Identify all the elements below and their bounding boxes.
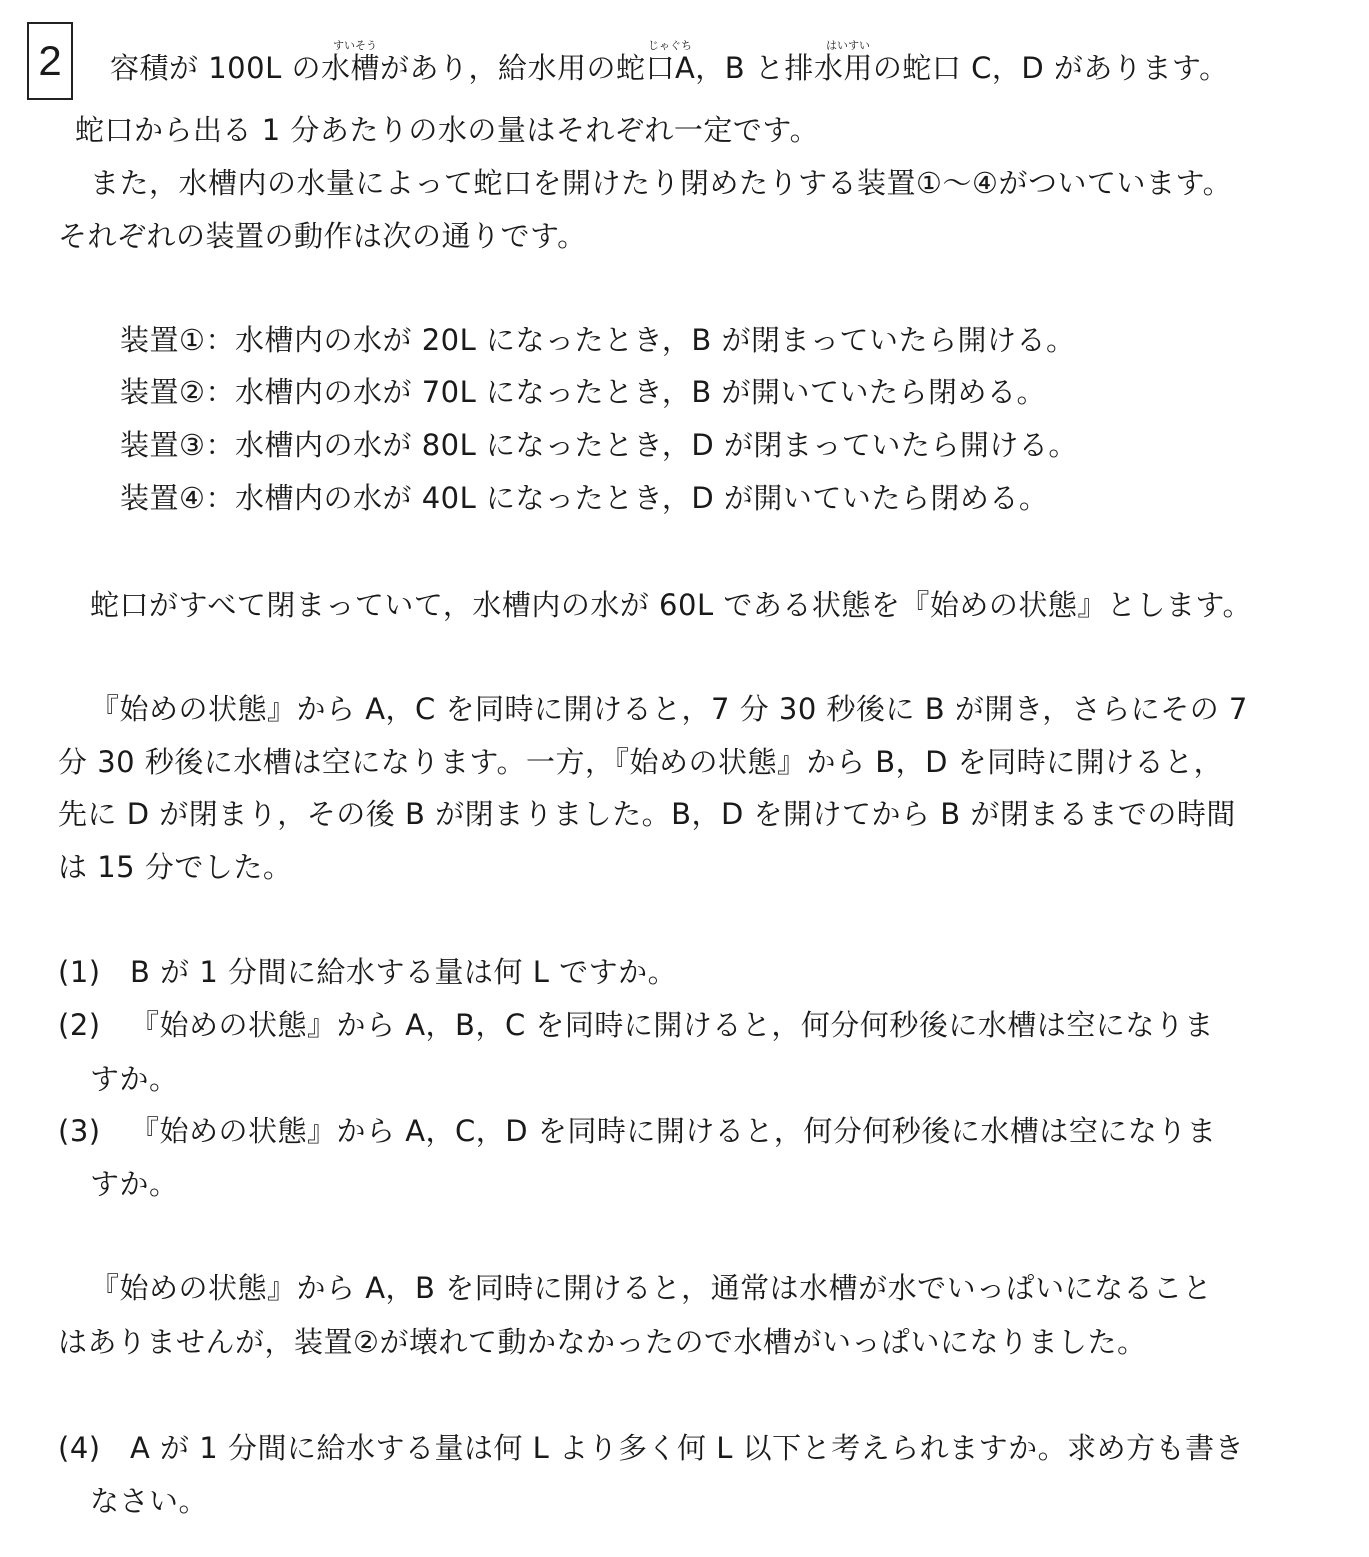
scenario-line-2: 分 30 秒後に水槽は空になります。一方，『始めの状態』から B，D を同時に開けると， <box>58 745 1224 779</box>
question-4-label: (4) <box>58 1431 101 1465</box>
scenario-line-4: は 15 分でした。 <box>58 850 293 884</box>
problem-number: 2 <box>27 22 73 100</box>
intro-line-4: それぞれの装置の動作は次の通りです。 <box>58 219 587 253</box>
broken-scenario-line-2: はありませんが，装置②が壊れて動かなかったので水槽がいっぱいになりました。 <box>58 1325 1147 1359</box>
question-3-cont: すか。 <box>90 1167 179 1201</box>
question-4 <box>58 1431 1244 1465</box>
initial-state: 蛇口がすべて閉まっていて，水槽内の水が 60L である状態を『始めの状態』とします。 <box>90 588 1253 622</box>
device-1: 装置①：水槽内の水が 20L になったとき，B が閉まっていたら開ける。 <box>120 323 1076 357</box>
ruby-jaguchi: じゃぐち <box>648 39 692 52</box>
question-3-label: (3) <box>58 1114 101 1148</box>
ruby-suisou: すいそう <box>333 39 377 52</box>
question-3 <box>58 1114 1216 1148</box>
device-2: 装置②：水槽内の水が 70L になったとき，B が開いていたら閉める。 <box>120 375 1046 409</box>
question-2 <box>58 1008 1214 1042</box>
question-2-cont: すか。 <box>90 1062 179 1096</box>
intro-line-2: 蛇口から出る 1 分あたりの水の量はそれぞれ一定です。 <box>75 113 820 147</box>
broken-scenario-line-1: 『始めの状態』から A，B を同時に開けると，通常は水槽が水でいっぱいになること <box>90 1271 1213 1305</box>
question-2-text: 『始めの状態』から A，B，C を同時に開けると，何分何秒後に水槽は空になりま <box>130 1008 1214 1042</box>
question-3-text: 『始めの状態』から A，C，D を同時に開けると，何分何秒後に水槽は空になりま <box>130 1114 1217 1148</box>
scenario-line-1: 『始めの状態』から A，C を同時に開けると，7 分 30 秒後に B が開き，さらにその 7 <box>90 692 1248 726</box>
question-4-cont: なさい。 <box>90 1484 209 1518</box>
question-1 <box>58 955 677 989</box>
question-1-text: B が 1 分間に給水する量は何 L ですか。 <box>130 955 678 989</box>
intro-line-1: 容積が 100L の水槽があり，給水用の蛇口A，B と排水用の蛇口 C，D があります。 <box>110 51 1229 85</box>
question-2-label: (2) <box>58 1008 101 1042</box>
question-4-text: A が 1 分間に給水する量は何 L より多く何 L 以下と考えられますか。求め方も書き <box>130 1431 1245 1465</box>
intro-line-3: また，水槽内の水量によって蛇口を開けたり閉めたりする装置①〜④がついています。 <box>90 166 1233 200</box>
device-4: 装置④：水槽内の水が 40L になったとき，D が開いていたら閉める。 <box>120 481 1049 515</box>
question-1-label: (1) <box>58 955 101 989</box>
scenario-line-3: 先に D が閉まり，その後 B が閉まりました。B，D を開けてから B が閉まるまでの時間 <box>58 797 1236 831</box>
device-3: 装置③：水槽内の水が 80L になったとき，D が閉まっていたら開ける。 <box>120 428 1078 462</box>
ruby-haisui: はいすい <box>826 39 870 52</box>
